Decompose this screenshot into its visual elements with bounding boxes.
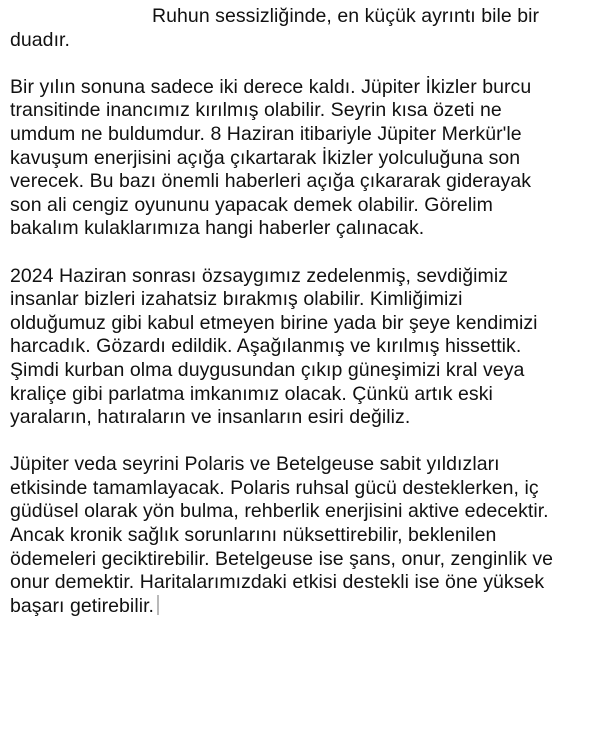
paragraph-2024-june	[10, 265, 594, 430]
text-line-last	[10, 595, 594, 619]
text-line: transitinde inancımız kırılmış olabilir. Seyrin kısa özeti ne	[10, 99, 502, 122]
text-line: güdüsel olarak yön bulma, rehberlik enerjisini aktive edecektir.	[10, 500, 549, 523]
text-line: son ali cengiz oyununu yapacak demek olabilir. Görelim	[10, 193, 493, 216]
paragraph-fixed-stars	[10, 453, 594, 618]
text-line: Ruhun sessizliğinde, en küçük ayrıntı bile bir	[152, 5, 540, 27]
text-line: harcadık. Gözardı edildik. Aşağılanmış ve kırılmış hissettik.	[10, 335, 522, 358]
text-line: 2024 Haziran sonrası özsaygımız zedelenmiş, sevdiğimiz	[10, 264, 508, 287]
text-line: duadır.	[10, 28, 70, 51]
text-line: Şimdi kurban olma duygusundan çıkıp güneşimizi kral veya	[10, 358, 525, 381]
text-line: Bir yılın sonuna sadece iki derece kaldı. Jüpiter İkizler burcu	[10, 75, 532, 98]
text-line: Ancak kronik sağlık sorunlarını nüksettirebilir, beklenilen	[10, 524, 497, 547]
paragraph-intro	[10, 5, 594, 52]
text-line: onur demektir. Haritalarımızdaki etkisi destekli ise öne yüksek	[10, 571, 545, 594]
text-line: kavuşum enerjisini açığa çıkartarak İkizler yolculuğuna son	[10, 146, 521, 169]
paragraph-jupiter-gemini	[10, 76, 594, 241]
text-cursor	[157, 595, 159, 615]
text-line: bakalım kulaklarımıza hangi haberler çalınacak.	[10, 217, 425, 240]
text-line: etkisinde tamamlayacak. Polaris ruhsal gücü desteklerken, iç	[10, 476, 539, 499]
text-line-last-text: başarı getirebilir.	[10, 594, 155, 617]
text-line: umdum ne buldumdur. 8 Haziran itibariyle Jüpiter Merkür'le	[10, 122, 522, 145]
text-line: ödemeleri geciktirebilir. Betelgeuse ise şans, onur, zenginlik ve	[10, 547, 554, 570]
text-line: kraliçe gibi parlatma imkanımız olacak. Çünkü artık eski	[10, 382, 493, 405]
document-body	[10, 5, 594, 642]
text-line: insanlar bizleri izahatsiz bırakmış olabilir. Kimliğimizi	[10, 288, 463, 311]
text-line: verecek. Bu bazı önemli haberleri açığa çıkararak giderayak	[10, 170, 532, 193]
text-line: Jüpiter veda seyrini Polaris ve Betelgeuse sabit yıldızları	[10, 453, 500, 476]
text-line: yaraların, hatıraların ve insanların esiri değiliz.	[10, 406, 411, 429]
text-line: olduğumuz gibi kabul etmeyen birine yada bir şeye kendimizi	[10, 311, 538, 334]
